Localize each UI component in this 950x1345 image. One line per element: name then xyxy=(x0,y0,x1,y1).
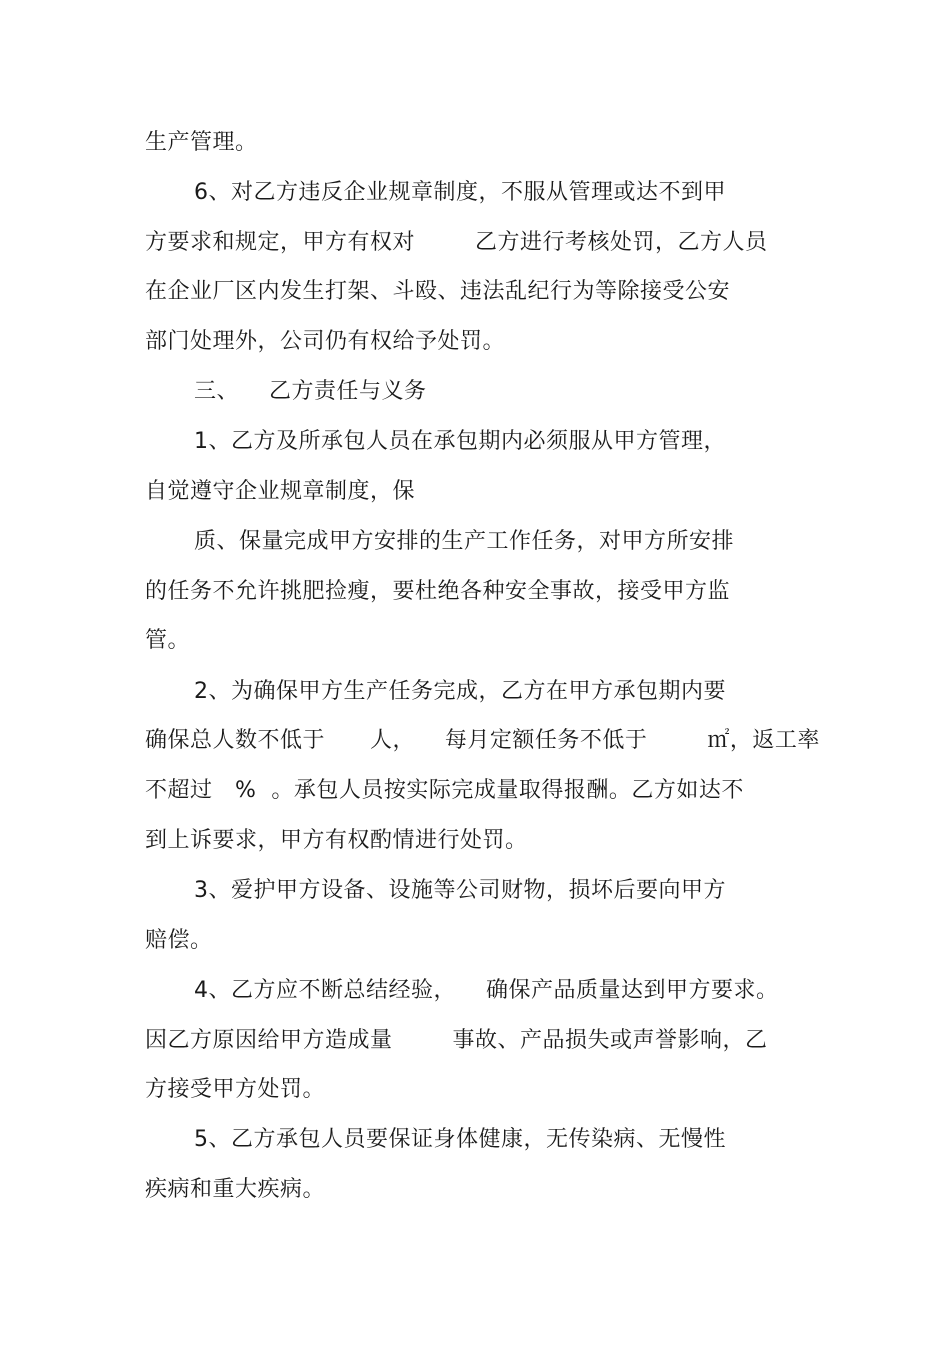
text-line: 5、乙方承包人员要保证身体健康，无传染病、无慢性 xyxy=(194,1127,726,1152)
text-line: 方要求和规定，甲方有权对 乙方进行考核处罚，乙方人员 xyxy=(145,230,768,255)
text-line: 确保总人数不低于 人， 每月定额任务不低于 ㎡，返工率 xyxy=(145,728,820,753)
text-line: 生产管理。 xyxy=(145,130,258,155)
text-line: 6、对乙方违反企业规章制度，不服从管理或达不到甲 xyxy=(194,180,726,205)
text-line: 自觉遵守企业规章制度，保 xyxy=(145,479,416,504)
text-line: 在企业厂区内发生打架、斗殴、违法乱纪行为等除接受公安 xyxy=(145,279,731,304)
text-line: 4、乙方应不断总结经验， 确保产品质量达到甲方要求。 xyxy=(194,978,779,1003)
text-line: 因乙方原因给甲方造成量 事故、产品损失或声誉影响，乙 xyxy=(145,1028,768,1053)
section-heading: 三、 乙方责任与义务 xyxy=(194,379,427,404)
text-line: 2、为确保甲方生产任务完成，乙方在甲方承包期内要 xyxy=(194,679,726,704)
text-line: 质、保量完成甲方安排的生产工作任务，对甲方所安排 xyxy=(194,529,735,554)
text-line: 赔偿。 xyxy=(145,928,213,953)
text-line: 方接受甲方处罚。 xyxy=(145,1077,326,1102)
text-line: 部门处理外，公司仍有权给予处罚。 xyxy=(145,329,506,354)
text-line: 不超过 % 。承包人员按实际完成量取得报酬。乙方如达不 xyxy=(145,778,744,803)
text-line: 的任务不允许挑肥捡瘦，要杜绝各种安全事故，接受甲方监 xyxy=(145,579,731,604)
text-line: 到上诉要求，甲方有权酌情进行处罚。 xyxy=(145,828,528,853)
text-line: 管。 xyxy=(145,628,191,653)
text-line: 疾病和重大疾病。 xyxy=(145,1177,326,1202)
text-line: 1、乙方及所承包人员在承包期内必须服从甲方管理， xyxy=(194,429,726,454)
text-line: 3、爱护甲方设备、设施等公司财物，损坏后要向甲方 xyxy=(194,878,726,903)
